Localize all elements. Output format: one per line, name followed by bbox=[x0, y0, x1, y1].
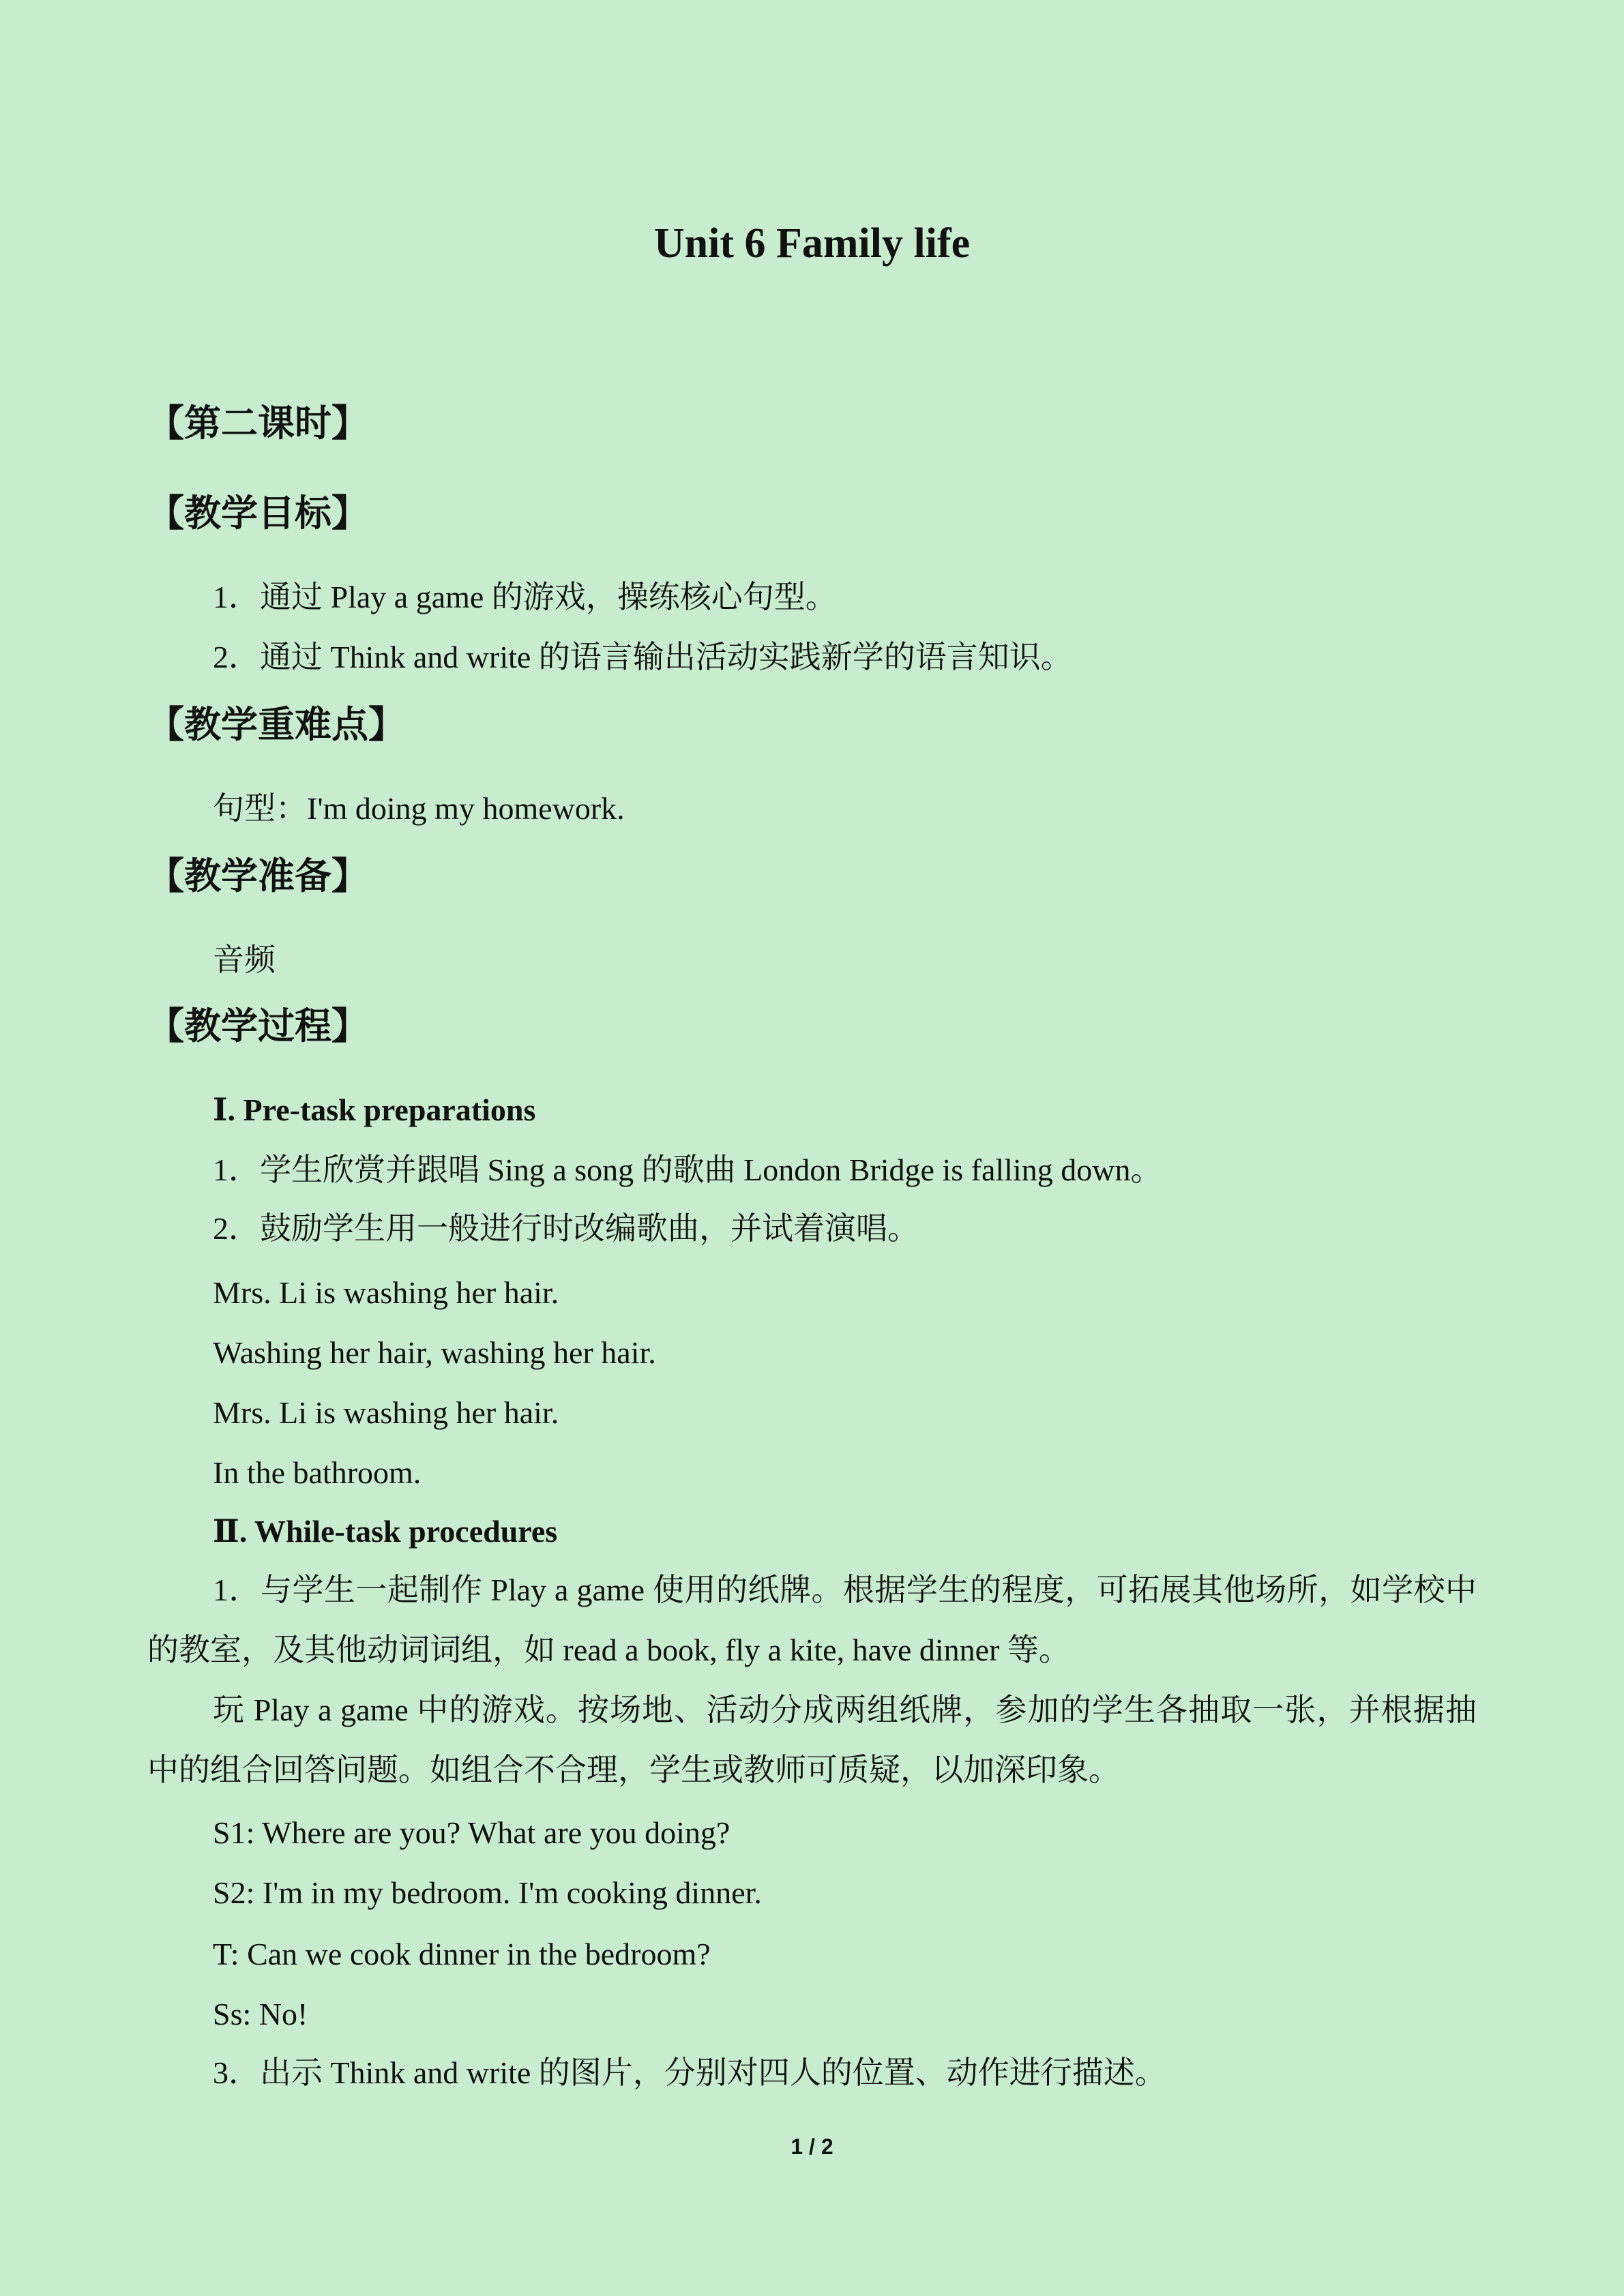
song-line-3: Mrs. Li is washing her hair. bbox=[213, 1395, 559, 1430]
dialogue-line-3: T: Can we cook dinner in the bedroom? bbox=[213, 1937, 711, 1971]
dialogue-line-1: S1: Where are you? What are you doing? bbox=[213, 1815, 730, 1850]
section-lesson: 【第二课时】 bbox=[147, 402, 368, 445]
pre-task-item-2: 2．鼓励学生用一般进行时改编歌曲，并试着演唱。 bbox=[213, 1211, 919, 1246]
section-goals: 【教学目标】 bbox=[147, 492, 368, 535]
dialogue-line-2: S2: I'm in my bedroom. I'm cooking dinner. bbox=[213, 1875, 762, 1910]
pre-task-heading: Ⅰ. Pre-task preparations bbox=[213, 1092, 536, 1127]
while-task-item-3: 3．出示 Think and write 的图片，分别对四人的位置、动作进行描述。 bbox=[213, 2055, 1166, 2090]
while-task-paragraph-2: 玩 Play a game 中的游戏。按场地、活动分成两组纸牌，参加的学生各抽取一张，并根据抽中的组合回答问题。如组合不合理，学生或教师可质疑，以加深印象。 bbox=[147, 1693, 1477, 1787]
goal-item-2: 2．通过 Think and write 的语言输出活动实践新学的语言知识。 bbox=[213, 640, 1072, 674]
song-line-4: In the bathroom. bbox=[213, 1455, 422, 1490]
while-task-heading: Ⅱ. While-task procedures bbox=[213, 1514, 558, 1549]
while-task-paragraph-1: 1．与学生一起制作 Play a game 使用的纸牌。根据学生的程度，可拓展其他场所，如学校中的教室，及其他动词词组，如 read a book, fly a kite, have dinner 等。 bbox=[147, 1572, 1477, 1667]
pre-task-item-1: 1．学生欣赏并跟唱 Sing a song 的歌曲 London Bridge is falling down。 bbox=[213, 1152, 1162, 1187]
dialogue-line-4: Ss: No! bbox=[213, 1997, 308, 2031]
document-title: Unit 6 Family life bbox=[653, 220, 971, 267]
section-process: 【教学过程】 bbox=[147, 1004, 368, 1047]
section-preparation: 【教学准备】 bbox=[147, 854, 368, 897]
preparation-text: 音频 bbox=[213, 942, 276, 977]
key-points-text: 句型：I'm doing my homework. bbox=[213, 791, 625, 826]
song-line-1: Mrs. Li is washing her hair. bbox=[213, 1275, 559, 1310]
page-number: 1 / 2 bbox=[791, 2134, 833, 2159]
section-key-points: 【教学重难点】 bbox=[147, 703, 405, 746]
song-line-2: Washing her hair, washing her hair. bbox=[213, 1335, 656, 1370]
goal-item-1: 1．通过 Play a game 的游戏，操练核心句型。 bbox=[213, 580, 837, 614]
